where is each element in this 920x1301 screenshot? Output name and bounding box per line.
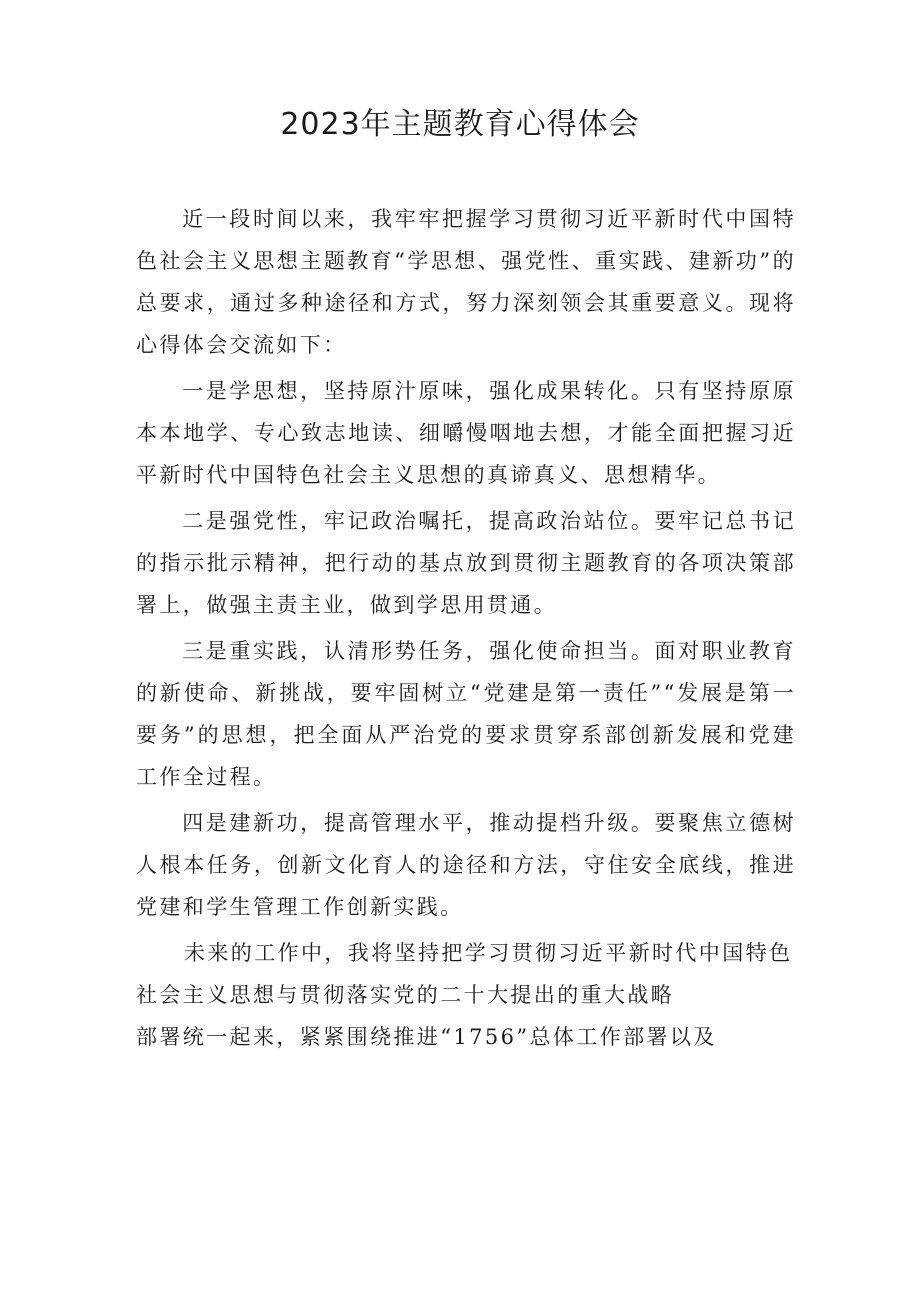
paragraph-party-spirit: 二是强党性，牢记政治嘱托，提高政治站位。要牢记总书记的指示批示精神，把行动的基点放到贯彻主题教育的各项决策部署上，做强主责主业，做到学思用贯通。 bbox=[136, 509, 796, 617]
closing-line-1: 未来的工作中，我将坚持把学习贯彻习近平新时代中国特色 bbox=[184, 941, 793, 965]
closing-line-3: 部署统一起来，紧紧围绕推进“1756”总体工作部署以及 bbox=[136, 1025, 717, 1049]
document-title: 2023年主题教育心得体会 bbox=[280, 107, 640, 142]
closing-line-2: 社会主义思想与贯彻落实党的二十大提出的重大战略 bbox=[136, 983, 675, 1007]
document-body bbox=[136, 198, 796, 1058]
paragraph-practice: 三是重实践，认清形势任务，强化使命担当。面对职业教育的新使命、新挑战，要牢固树立“党建是第一责任”“发展是第一要务”的思想，把全面从严治党的要求贯穿系部创新发展和党建工作全过程。 bbox=[136, 639, 796, 789]
paragraph-new-merit: 四是建新功，提高管理水平，推动提档升级。要聚焦立德树人根本任务，创新文化育人的途径和方法，守住安全底线，推进党建和学生管理工作创新实践。 bbox=[136, 811, 796, 919]
paragraph-intro: 近一段时间以来，我牢牢把握学习贯彻习近平新时代中国特色社会主义思想主题教育“学思想、强党性、重实践、建新功”的总要求，通过多种途径和方式，努力深刻领会其重要意义。现将心得体会交流如下： bbox=[136, 207, 796, 357]
paragraph-study-thought: 一是学思想，坚持原汁原味，强化成果转化。只有坚持原原本本地学、专心致志地读、细嚼慢咽地去想，才能全面把握习近平新时代中国特色社会主义思想的真谛真义、思想精华。 bbox=[136, 379, 796, 487]
closing-paragraph bbox=[136, 932, 796, 1058]
